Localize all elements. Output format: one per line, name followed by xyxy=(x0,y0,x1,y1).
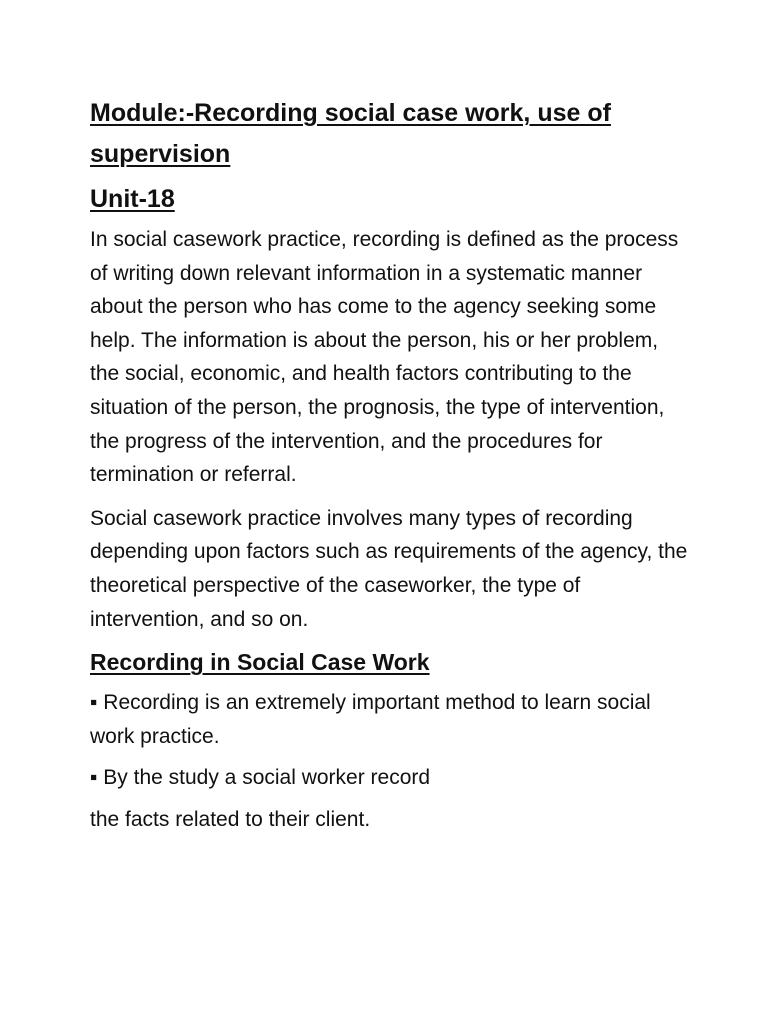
bullet-item-1: ▪ Recording is an extremely important method to learn social work practice. xyxy=(90,691,651,748)
unit-title: Unit-18 xyxy=(90,185,175,213)
continuation-line: the facts related to their client. xyxy=(90,807,371,831)
bullet-item-2: ▪ By the study a social worker record xyxy=(90,766,431,790)
section-title: Recording in Social Case Work xyxy=(90,649,430,676)
types-paragraph: Social casework practice involves many types of recording depending upon factors such as requirements of the agency, the theoretical perspective of the caseworker, the type of intervention, and so on. xyxy=(90,506,688,631)
document-page xyxy=(90,93,690,847)
module-title: Module:-Recording social case work, use of supervision xyxy=(90,99,611,168)
intro-paragraph: In social casework practice, recording is defined as the process of writing down relevant information in a systematic manner about the person who has come to the agency seeking some help. The information is about the person, his or her problem, the social, economic, and health factors contributing to the situation of the person, the prognosis, the type of intervention, the progress of the intervention, and the procedures for termination or referral. xyxy=(90,228,679,487)
